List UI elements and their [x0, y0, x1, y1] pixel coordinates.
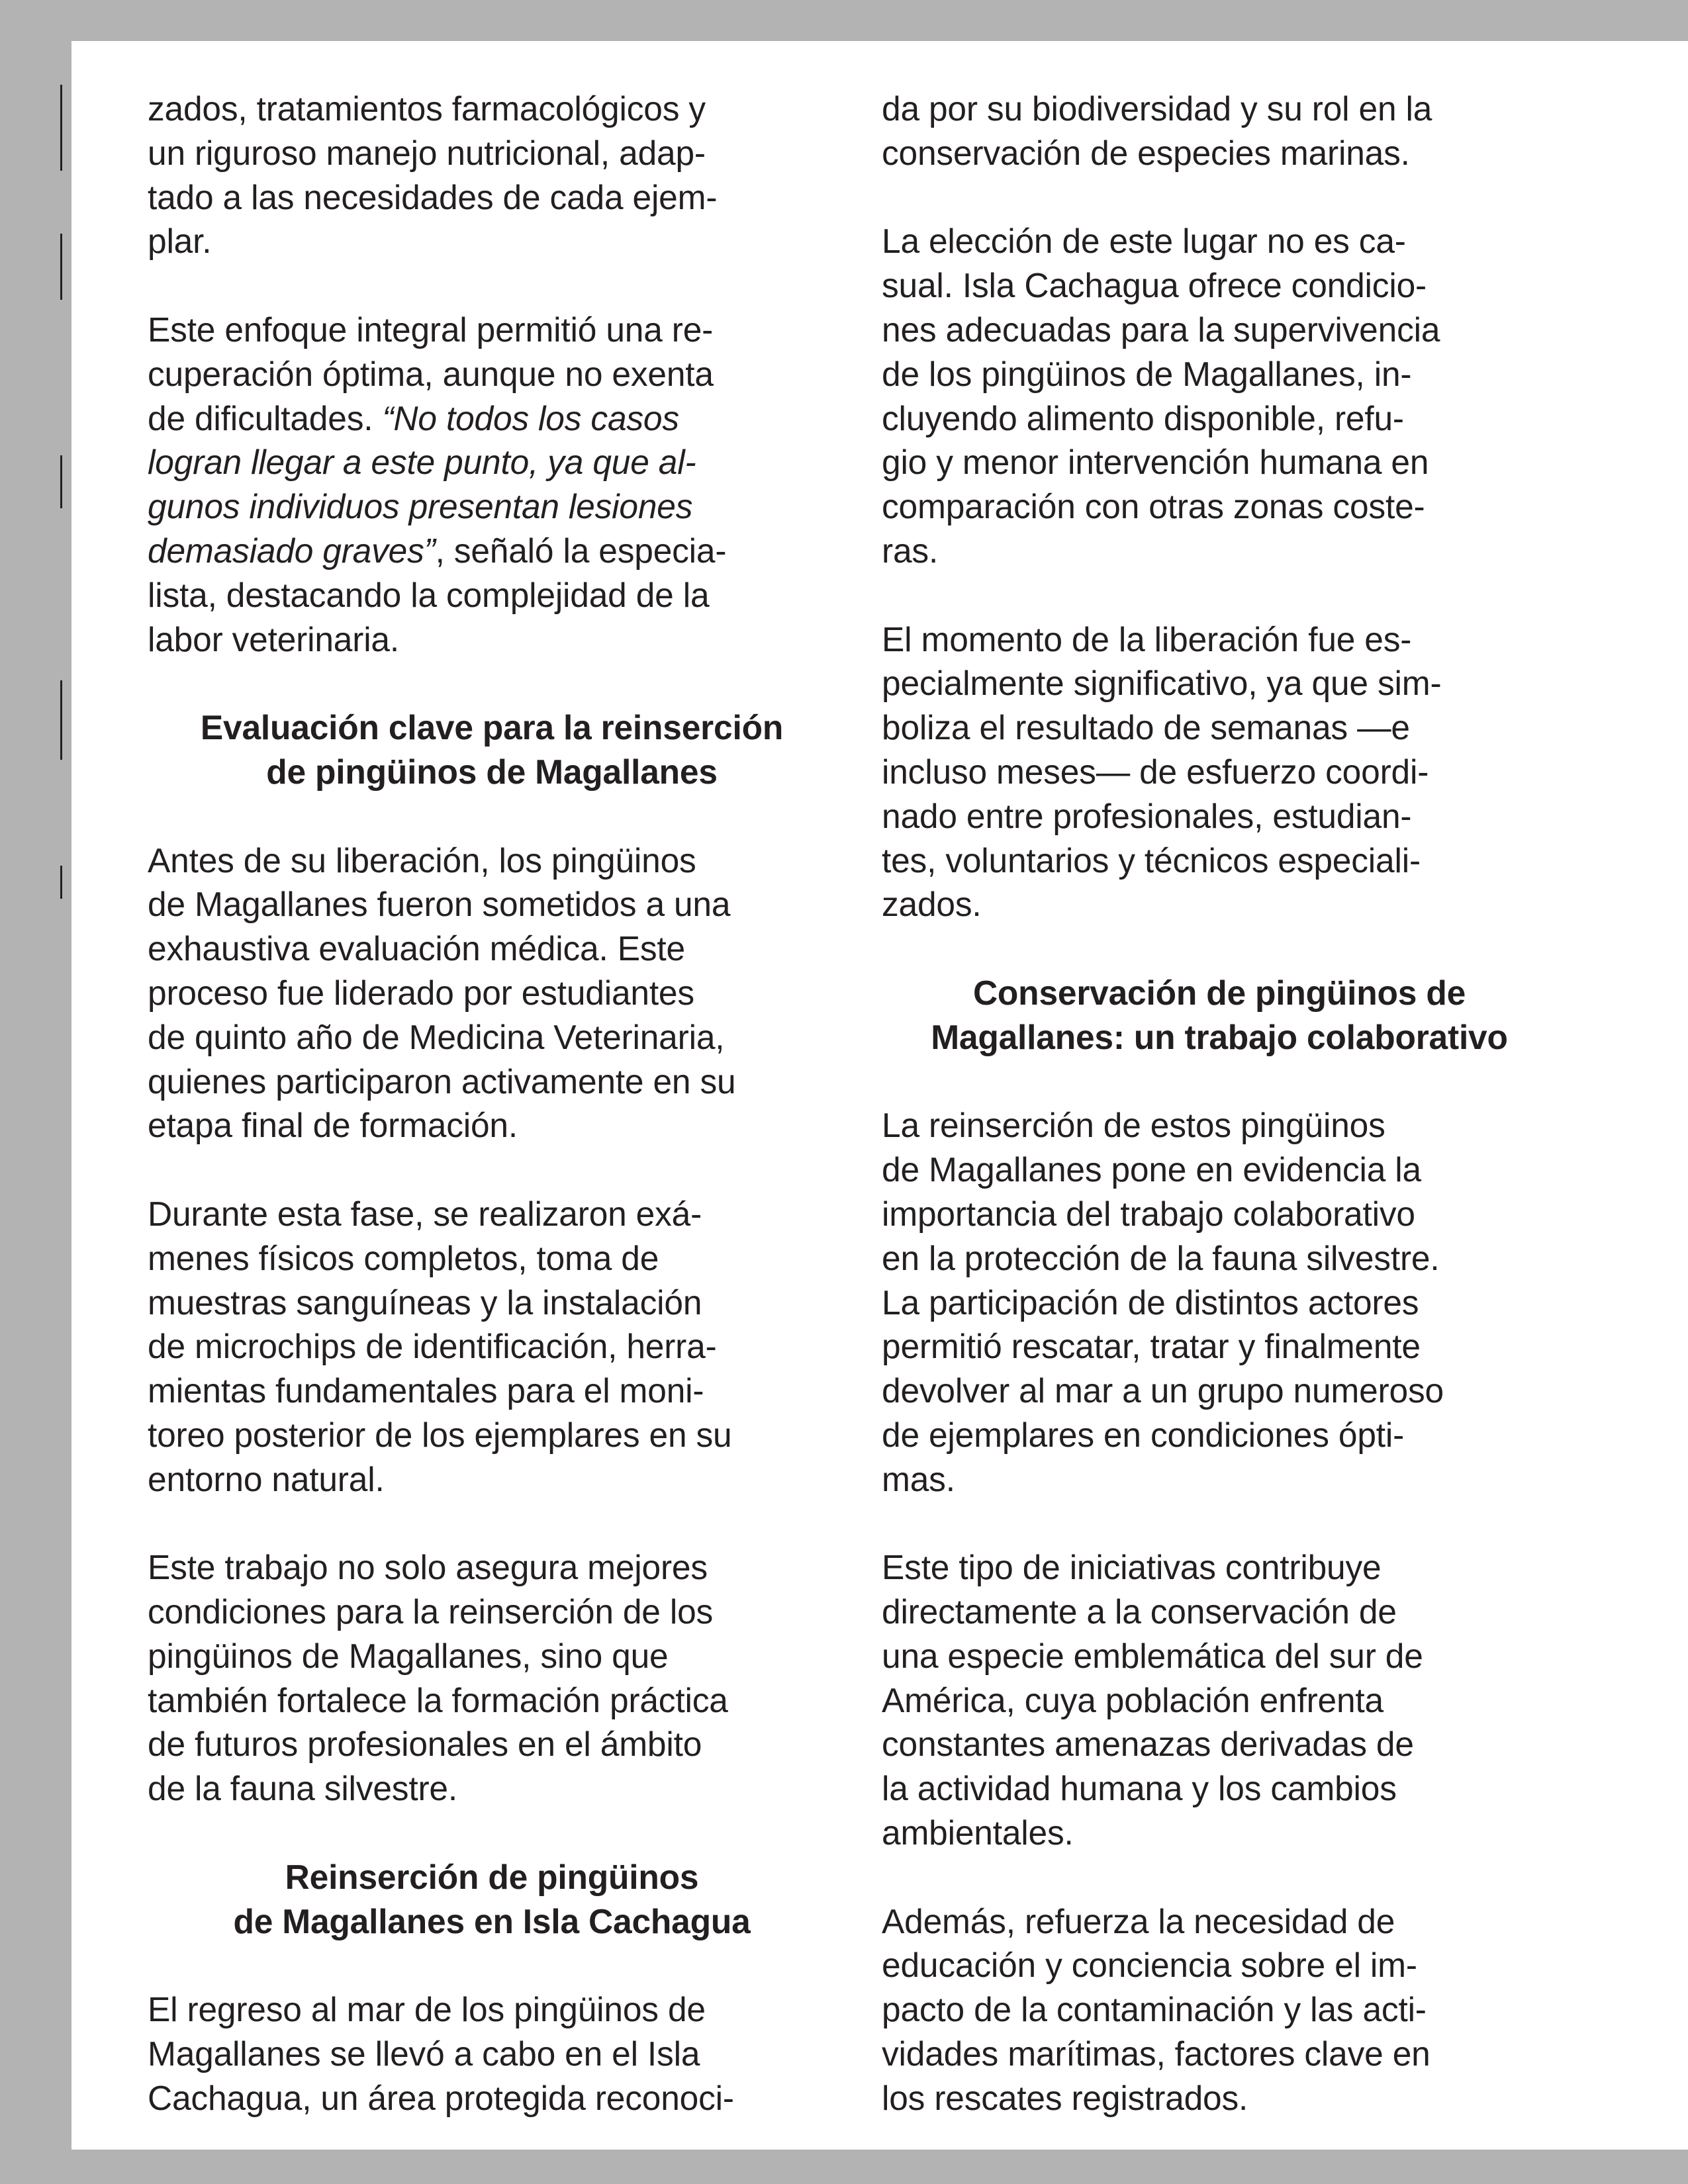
- text-line: La elección de este lugar no es ca-: [882, 222, 1406, 261]
- text-line: zados, tratamientos farmacológicos y: [148, 89, 706, 128]
- paragraph-initiatives: [882, 1545, 1557, 1855]
- text-line: conservación de especies marinas.: [882, 133, 1410, 172]
- text-line: constantes amenazas derivadas de: [882, 1725, 1414, 1764]
- text-line: la actividad humana y los cambios: [882, 1769, 1397, 1808]
- text-line: también fortalece la formación práctica: [148, 1680, 728, 1719]
- text-line: ambientales.: [882, 1813, 1074, 1852]
- text-line: de los pingüinos de Magallanes, in-: [882, 354, 1412, 393]
- text-line: ras.: [882, 531, 939, 570]
- text-line: sual. Isla Cachagua ofrece condicio-: [882, 266, 1427, 305]
- text-line: menes físicos completos, toma de: [148, 1238, 659, 1277]
- text-line: Cachagua, un área protegida reconoci-: [148, 2078, 734, 2117]
- text-line: El regreso al mar de los pingüinos de: [148, 1990, 706, 2029]
- text-line: incluso meses— de esfuerzo coordi-: [882, 752, 1429, 791]
- text-line: mas.: [882, 1459, 955, 1498]
- text-line: muestras sanguíneas y la instalación: [148, 1283, 702, 1322]
- paragraph-release-moment: [882, 617, 1557, 927]
- text-line: de Magallanes fueron sometidos a una: [148, 885, 731, 924]
- text-line: en la protección de la fauna silvestre.: [882, 1238, 1440, 1277]
- heading-line: Conservación de pingüinos de: [972, 973, 1466, 1012]
- left-column: [148, 87, 836, 2120]
- text-line: nado entre profesionales, estudian-: [882, 796, 1412, 835]
- paragraph-exams: [148, 1192, 836, 1502]
- text-line: Durante esta fase, se realizaron exá-: [148, 1194, 702, 1233]
- text-line: cluyendo alimento disponible, refu-: [882, 398, 1404, 437]
- text-line: devolver al mar a un grupo numeroso: [882, 1371, 1444, 1410]
- text-line: quienes participaron activamente en su: [148, 1062, 736, 1101]
- paragraph-recovery: [148, 308, 836, 661]
- text-line: tes, voluntarios y técnicos especiali-: [882, 841, 1421, 880]
- text-line: pecialmente significativo, ya que sim-: [882, 664, 1442, 703]
- text-line: de Magallanes pone en evidencia la: [882, 1150, 1421, 1189]
- right-column: [882, 87, 1557, 2120]
- heading-line: Reinserción de pingüinos: [285, 1857, 699, 1896]
- text-line: La participación de distintos actores: [882, 1283, 1419, 1322]
- quote-text: logran llegar a este punto, ya que al-: [148, 443, 696, 482]
- text-line: Este trabajo no solo asegura mejores: [148, 1548, 708, 1587]
- text-line: de ejemplares en condiciones ópti-: [882, 1415, 1405, 1454]
- text-line: América, cuya población enfrenta: [882, 1680, 1383, 1719]
- text-line: Este enfoque integral permitió una re-: [148, 310, 714, 349]
- text-line: plar.: [148, 222, 212, 261]
- binding-edge-marks: [58, 85, 65, 899]
- paragraph-location: [882, 219, 1557, 572]
- quote-text: “No todos los casos: [382, 398, 679, 437]
- text-line: zados.: [882, 885, 982, 924]
- text-line: cuperación óptima, aunque no exenta: [148, 354, 714, 393]
- text-line: da por su biodiversidad y su rol en la: [882, 89, 1432, 128]
- text-line: entorno natural.: [148, 1459, 385, 1498]
- text-line: lista, destacando la complejidad de la: [148, 575, 710, 614]
- text-line: pingüinos de Magallanes, sino que: [148, 1636, 669, 1675]
- text-line: Además, refuerza la necesidad de: [882, 1901, 1395, 1940]
- text-line: vidades marítimas, factores clave en: [882, 2034, 1430, 2073]
- text-line: de quinto año de Medicina Veterinaria,: [148, 1017, 725, 1056]
- text-line: Este tipo de iniciativas contribuye: [882, 1548, 1382, 1587]
- paragraph-return: [148, 1987, 836, 2120]
- text-line: nes adecuadas para la supervivencia: [882, 310, 1440, 349]
- paragraph-education: [882, 1899, 1557, 2120]
- heading-line: Evaluación clave para la reinserción: [200, 708, 784, 747]
- quote-text: demasiado graves”: [148, 531, 436, 570]
- text-line: tado a las necesidades de cada ejem-: [148, 177, 718, 216]
- text-line: de futuros profesionales en el ámbito: [148, 1725, 702, 1764]
- text-line: etapa final de formación.: [148, 1106, 518, 1145]
- text-line: de la fauna silvestre.: [148, 1769, 457, 1808]
- text-line: boliza el resultado de semanas —e: [882, 708, 1410, 747]
- text-line: comparación con otras zonas coste-: [882, 487, 1425, 526]
- paragraph-collaboration: [882, 1103, 1557, 1501]
- text-line: labor veterinaria.: [148, 619, 399, 659]
- text-line: Antes de su liberación, los pingüinos: [148, 841, 696, 880]
- text-line: [148, 529, 836, 573]
- text-line: condiciones para la reinserción de los: [148, 1592, 714, 1631]
- text-line: exhaustiva evaluación médica. Este: [148, 929, 685, 968]
- text-line: de microchips de identificación, herra-: [148, 1327, 717, 1366]
- text-line: El momento de la liberación fue es-: [882, 619, 1412, 659]
- heading-line: de pingüinos de Magallanes: [266, 752, 718, 791]
- text-run: , señaló la especia-: [435, 531, 727, 570]
- text-line: gio y menor intervención humana en: [882, 443, 1429, 482]
- text-line: los rescates registrados.: [882, 2078, 1248, 2117]
- paragraph-evaluation: [148, 839, 836, 1148]
- text-line: educación y conciencia sobre el im-: [882, 1946, 1417, 1985]
- heading-line: de Magallanes en Isla Cachagua: [233, 1901, 751, 1940]
- text-run: de dificultades.: [148, 398, 383, 437]
- text-line: mientas fundamentales para el moni-: [148, 1371, 704, 1410]
- section-heading-reinsertion: [148, 1855, 836, 1944]
- text-line: proceso fue liderado por estudiantes: [148, 973, 694, 1012]
- text-line: un riguroso manejo nutricional, adap-: [148, 133, 706, 172]
- text-line: toreo posterior de los ejemplares en su: [148, 1415, 732, 1454]
- text-line: Magallanes se llevó a cabo en el Isla: [148, 2034, 700, 2073]
- text-line: importancia del trabajo colaborativo: [882, 1194, 1415, 1233]
- paragraph-training: [148, 1545, 836, 1811]
- section-heading-conservation: [882, 971, 1557, 1060]
- quote-text: gunos individuos presentan lesiones: [148, 487, 693, 526]
- section-heading-evaluation: [148, 705, 836, 794]
- paragraph-treatment: [148, 87, 836, 263]
- text-line: [148, 396, 836, 441]
- text-line: directamente a la conservación de: [882, 1592, 1397, 1631]
- text-line: permitió rescatar, tratar y finalmente: [882, 1327, 1421, 1366]
- text-line: La reinserción de estos pingüinos: [882, 1106, 1385, 1145]
- paragraph-biodiversity: [882, 87, 1557, 175]
- text-line: una especie emblemática del sur de: [882, 1636, 1423, 1675]
- heading-line: Magallanes: un trabajo colaborativo: [931, 1017, 1508, 1056]
- text-line: pacto de la contaminación y las acti-: [882, 1990, 1427, 2029]
